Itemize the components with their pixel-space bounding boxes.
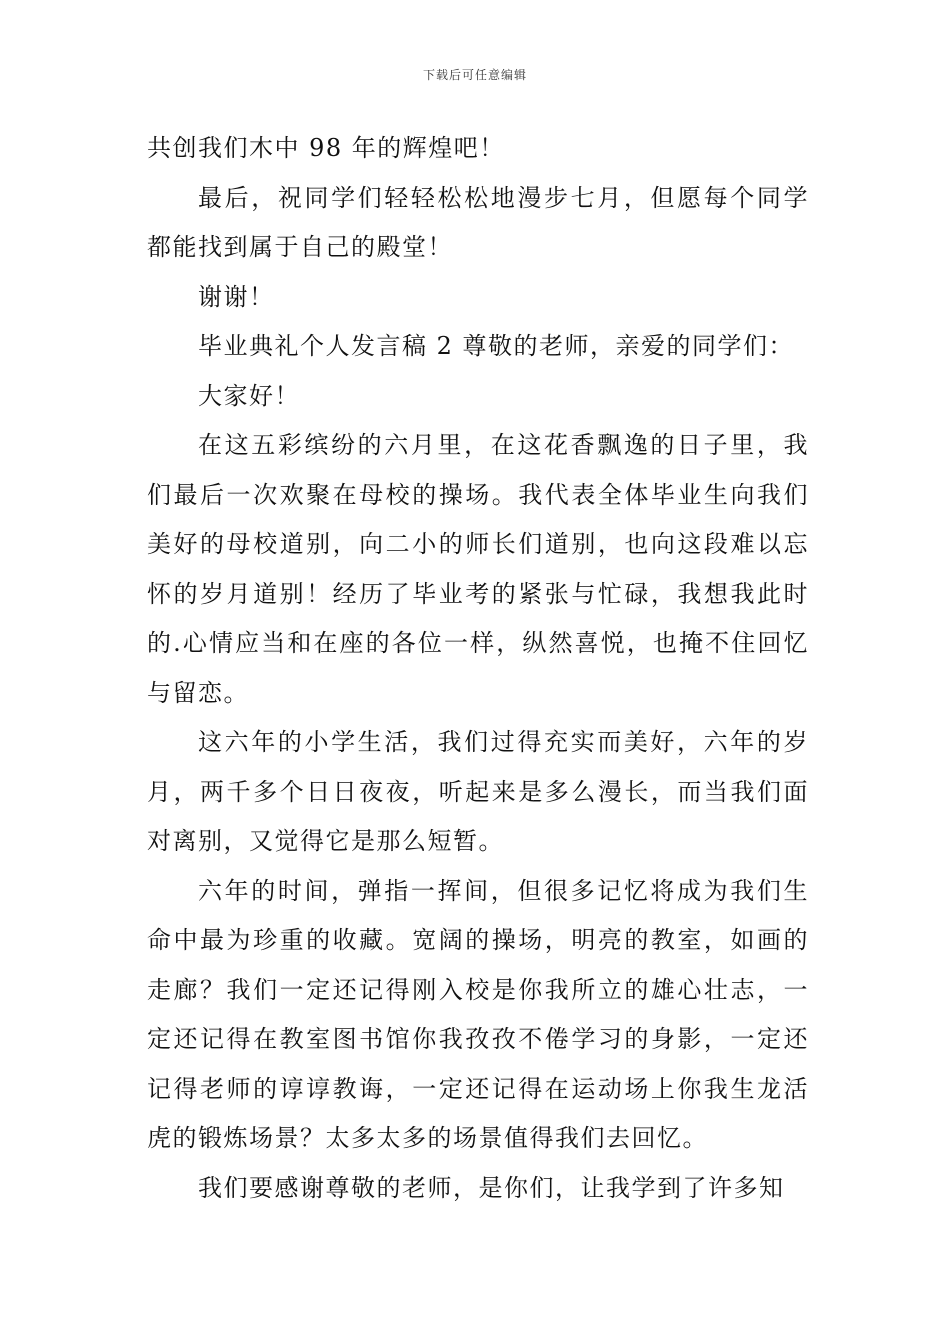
paragraph-memories: 六年的时间，弹指一挥间，但很多记忆将成为我们生命中最为珍重的收藏。宽阔的操场，明亮的教室，如画的走廊？我们一定还记得刚入校是你我所立的雄心壮志，一定还记得在教室图书馆你我孜孜不倦学习的身影，一定还记得老师的谆谆教诲，一定还记得在运动场上你我生龙活虎的锻炼场景？太多太多的场景值得我们去回忆。: [147, 876, 809, 1152]
paragraph-thanks: 谢谢！: [198, 282, 275, 311]
paragraph-speech-title: 毕业典礼个人发言稿 2 尊敬的老师，亲爱的同学们：: [198, 332, 795, 360]
paragraph-farewell: 在这五彩缤纷的六月里，在这花香飘逸的日子里，我们最后一次欢聚在母校的操场。我代表全体毕业生向我们美好的母校道别，向二小的师长们道别，也向这段难以忘怀的岁月道别！经历了毕业考的紧张与忙碌，我想我此时的.心情应当和在座的各位一样，纵然喜悦，也掩不住回忆与留恋。: [147, 431, 809, 707]
paragraph-closing-line: 共创我们木中 98 年的辉煌吧！: [147, 134, 505, 162]
paragraph-wishes: 最后，祝同学们轻轻松松地漫步七月，但愿每个同学都能找到属于自己的殿堂！: [147, 183, 809, 261]
paragraph-greeting: 大家好！: [198, 381, 300, 410]
document-body: [147, 124, 809, 1213]
paragraph-gratitude: 我们要感谢尊敬的老师，是你们，让我学到了许多知: [198, 1173, 785, 1202]
paragraph-six-years: 这六年的小学生活，我们过得充实而美好，六年的岁月，两千多个日日夜夜，听起来是多么漫长，而当我们面对离别，又觉得它是那么短暂。: [147, 728, 809, 855]
page-header: 下载后可任意编辑: [422, 68, 527, 82]
